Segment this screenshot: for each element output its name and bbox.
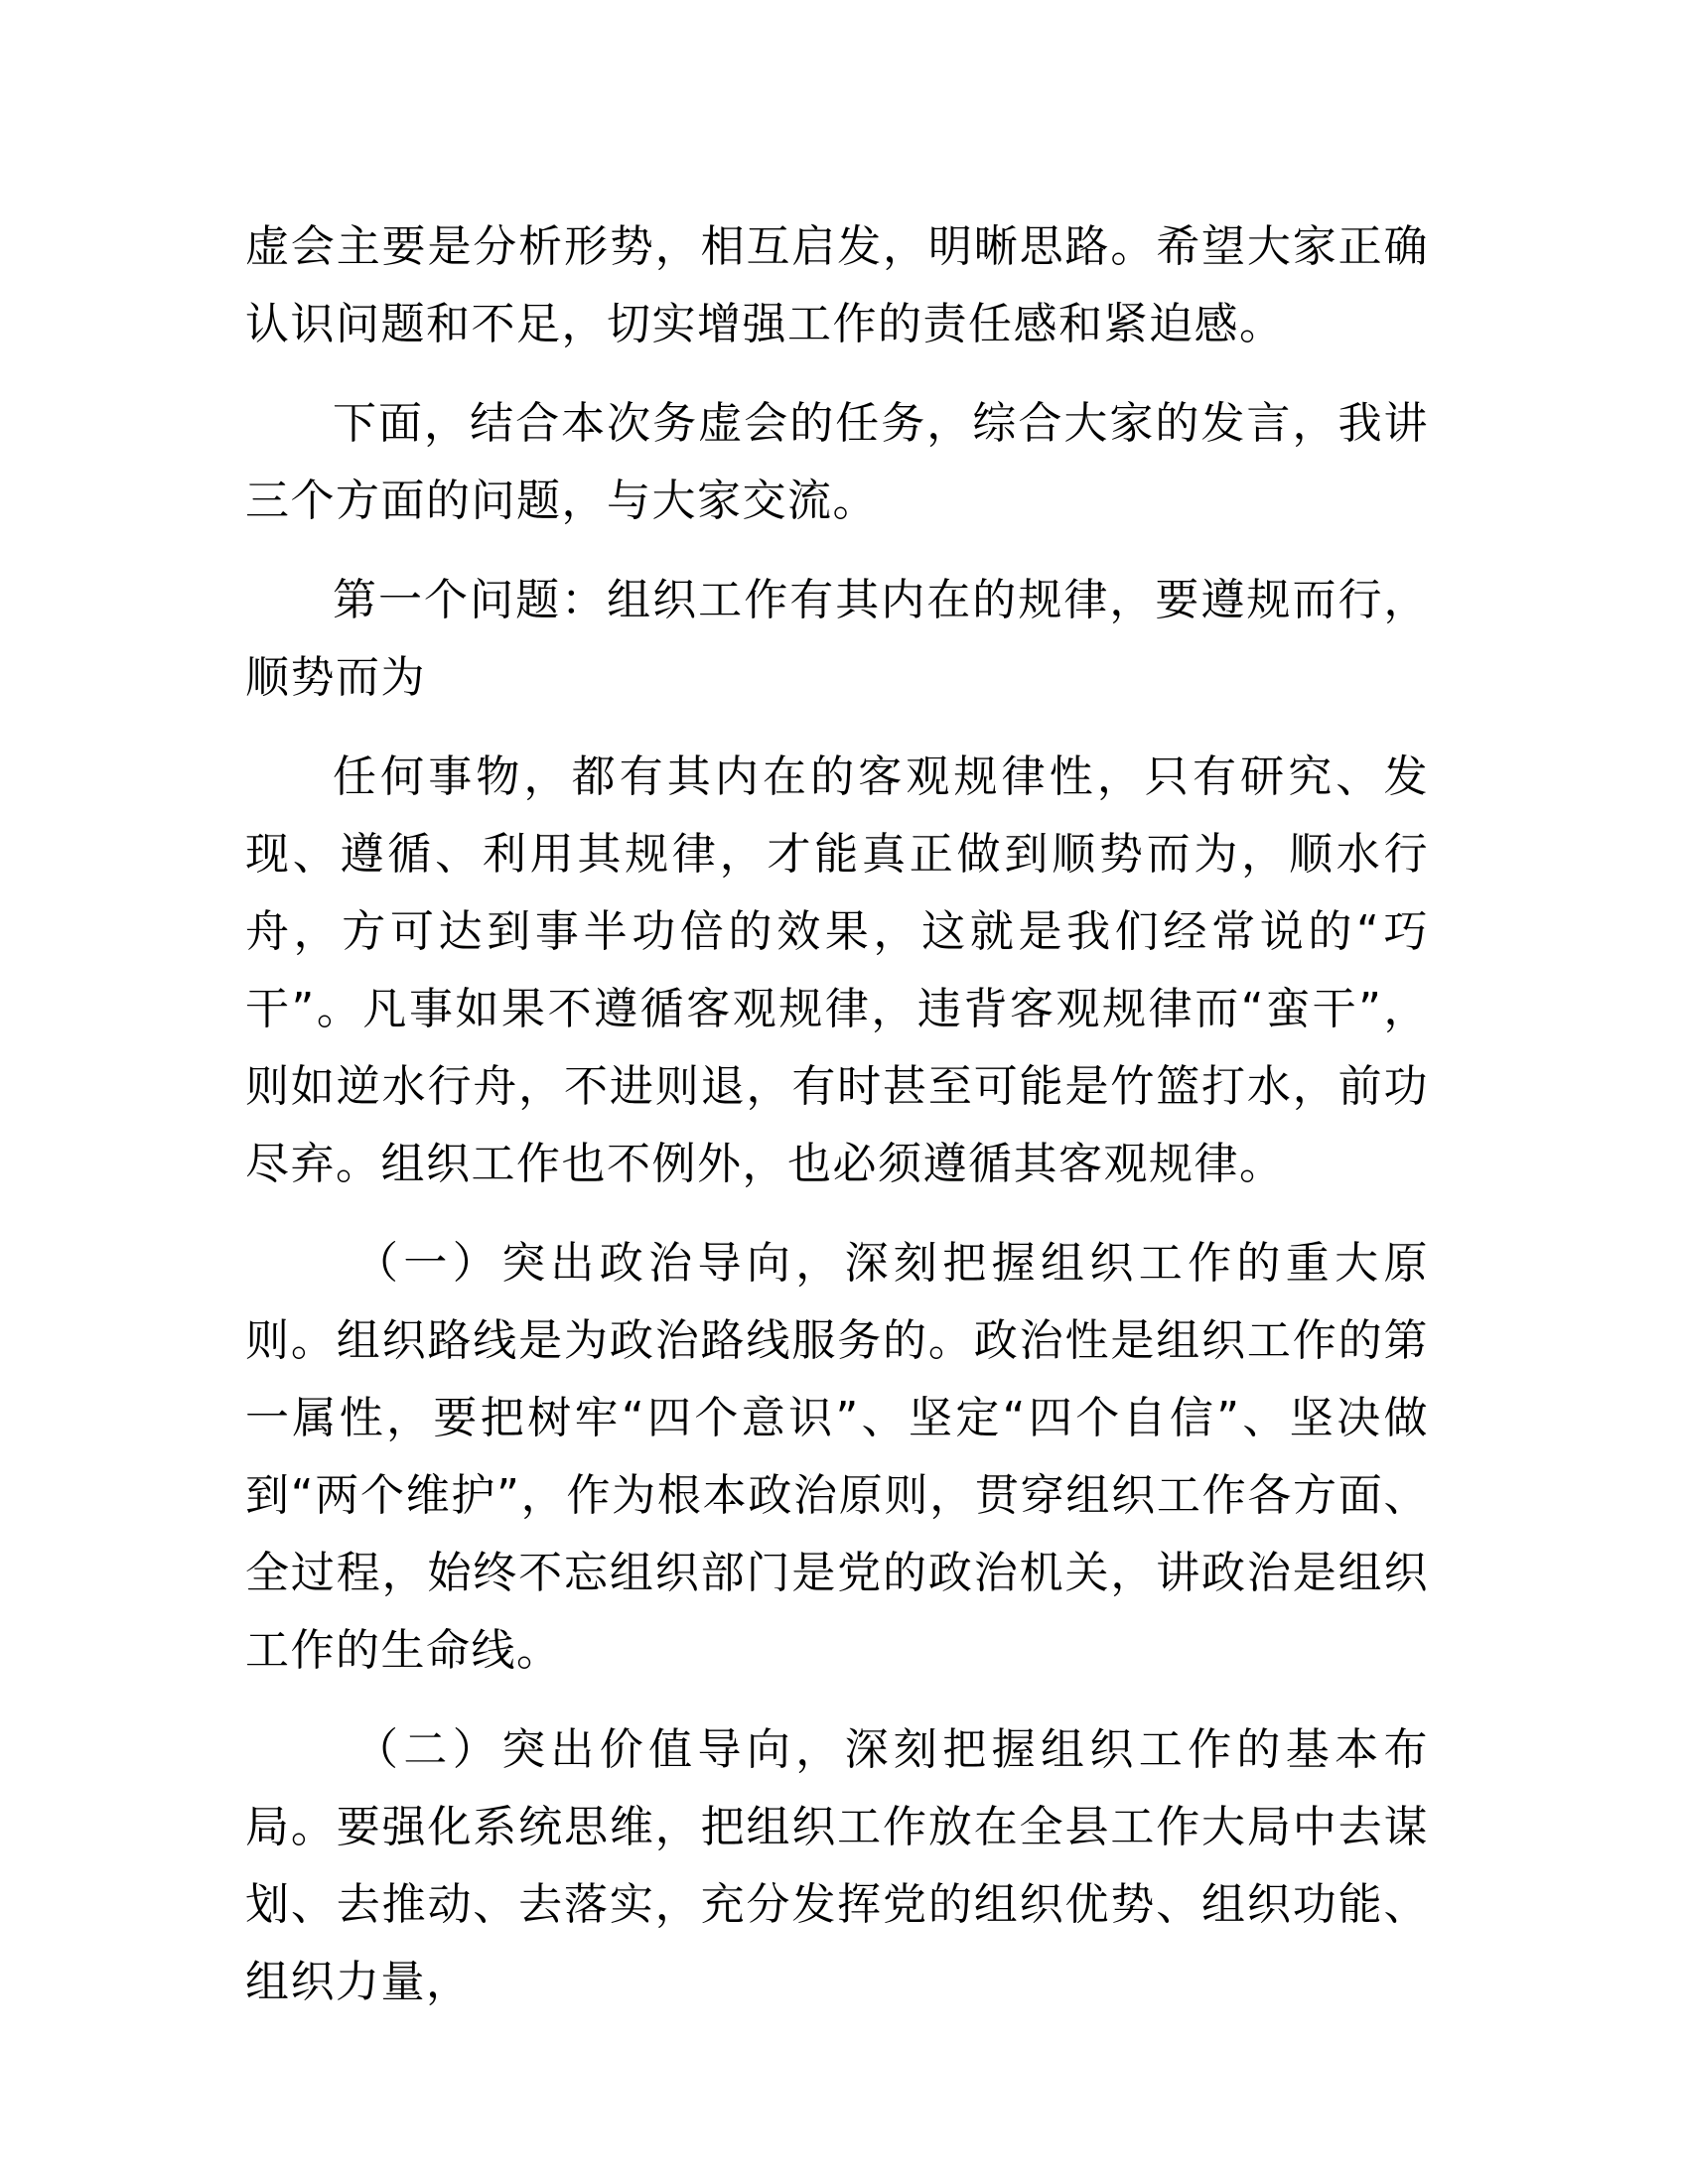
paragraph-intro: 下面，结合本次务虚会的任务，综合大家的发言，我讲三个方面的问题，与大家交流。 [245,398,1429,526]
paragraph-objective-laws: 任何事物，都有其内在的客观规律性，只有研究、发现、遵循、利用其规律，才能真正做到顺势而为，顺水行舟，方可达到事半功倍的效果，这就是我们经常说的“巧干”。凡事如果不遵循客观规律，违背客观规律而“蛮干”，则如逆水行舟，不进则退，有时甚至可能是竹篮打水，前功尽弃。组织工作也不例外，也必须遵循其客观规律。 [245,751,1429,1189]
document-page [245,208,1429,2043]
section-heading-first-issue: 第一个问题：组织工作有其内在的规律，要遵规而行，顺势而为 [245,575,1429,703]
paragraph-political-orientation: （一）突出政治导向，深刻把握组织工作的重大原则。组织路线是为政治路线服务的。政治性是组织工作的第一属性，要把树牢“四个意识”、坚定“四个自信”、坚决做到“两个维护”，作为根本政治原则，贯穿组织工作各方面、全过程，始终不忘组织部门是党的政治机关，讲政治是组织工作的生命线。 [245,1238,1429,1676]
paragraph-value-orientation: （二）突出价值导向，深刻把握组织工作的基本布局。要强化系统思维，把组织工作放在全县工作大局中去谋划、去推动、去落实，充分发挥党的组织优势、组织功能、组织力量， [245,1724,1429,2007]
paragraph-continuation: 虚会主要是分析形势，相互启发，明晰思路。希望大家正确认识问题和不足，切实增强工作的责任感和紧迫感。 [245,221,1429,349]
